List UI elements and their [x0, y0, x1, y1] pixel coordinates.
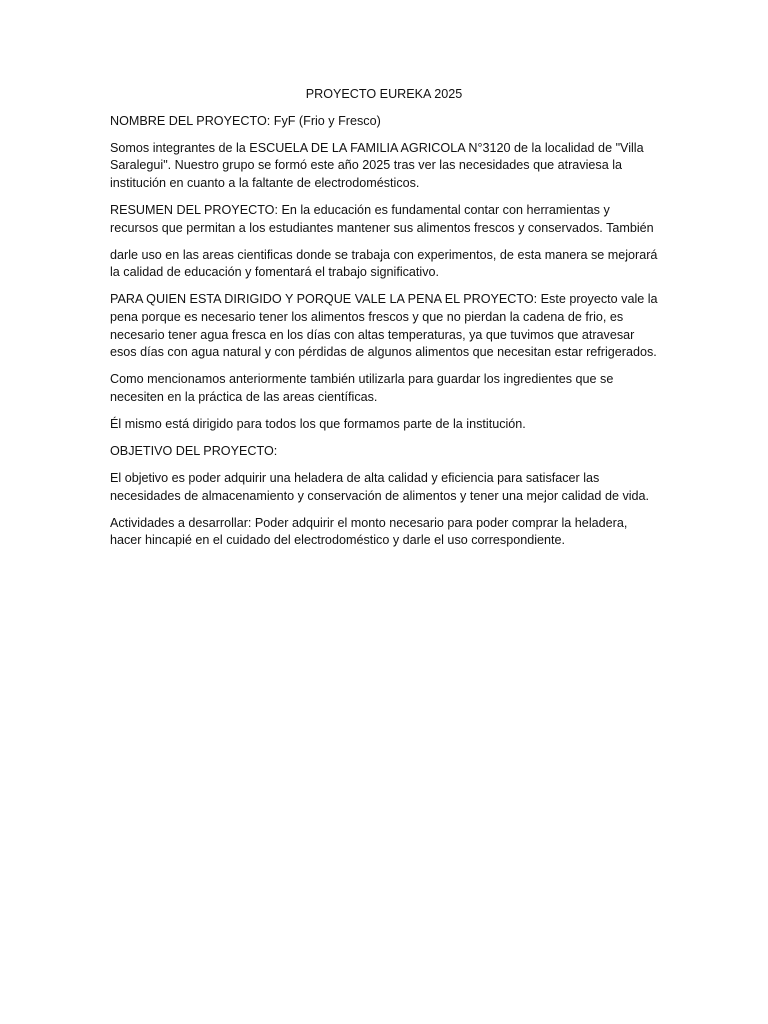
project-name-paragraph: NOMBRE DEL PROYECTO: FyF (Frio y Fresco): [110, 113, 381, 128]
intro-paragraph: Somos integrantes de la ESCUELA DE LA FAMILIA AGRICOLA N°3120 de la localidad de "Villa Saralegui". Nuestro grupo se formó este año 2025 tras ver las necesidades que atraviesa la institución en cuanto a la faltante de electrodomésticos.: [110, 140, 644, 190]
activities-paragraph: Actividades a desarrollar: Poder adquirir el monto necesario para poder comprar la heladera, hacer hincapié en el cuidado del electrodoméstico y darle el uso correspondiente.: [110, 515, 628, 548]
directed-to-paragraph: Él mismo está dirigido para todos los que formamos parte de la institución.: [110, 416, 526, 431]
summary-continuation-paragraph: darle uso en las areas cientificas donde se trabaja con experimentos, de esta manera se mejorará la calidad de educación y fomentará el trabajo significativo.: [110, 247, 658, 280]
summary-paragraph: RESUMEN DEL PROYECTO: En la educación es fundamental contar con herramientas y recursos que permitan a los estudiantes mantener sus alimentos frescos y conservados. También: [110, 202, 654, 235]
document-title: PROYECTO EUREKA 2025: [305, 87, 463, 101]
science-use-paragraph: Como mencionamos anteriormente también utilizarla para guardar los ingredientes que se necesiten en la práctica de las areas científicas.: [110, 372, 614, 404]
objective-paragraph: El objetivo es poder adquirir una heladera de alta calidad y eficiencia para satisfacer las necesidades de almacenamiento y conservación de alimentos y tener una mejor calidad de vida.: [110, 471, 650, 503]
objective-heading: OBJETIVO DEL PROYECTO:: [110, 444, 278, 458]
target-audience-paragraph: PARA QUIEN ESTA DIRIGIDO Y PORQUE VALE LA PENA EL PROYECTO: Este proyecto vale la pena porque es necesario tener los alimentos frescos y que no pierdan la cadena de frio, es necesario tener agua fresca en los días con altas temperaturas, ya que tuvimos que atravesar esos días con agua natural y con pérdidas de algunos alimentos que necesitan estar refrigerados.: [110, 292, 658, 360]
document-page: [110, 86, 658, 559]
